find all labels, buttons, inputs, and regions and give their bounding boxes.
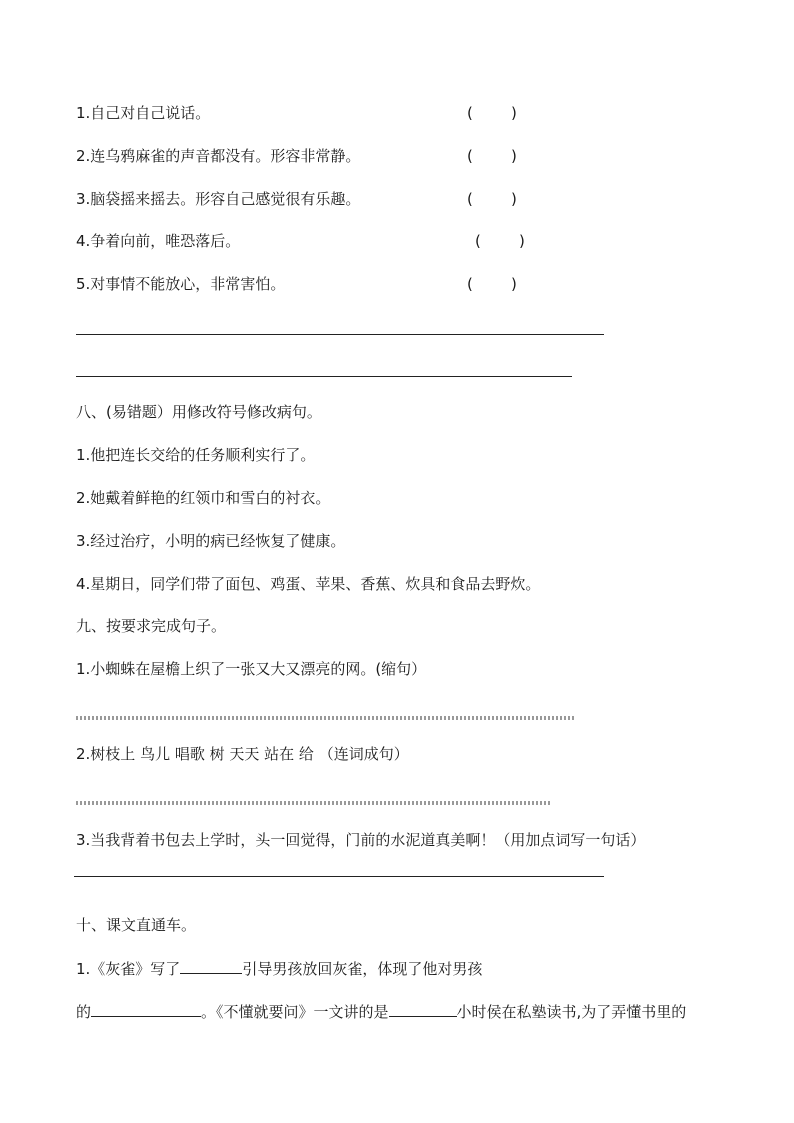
idiom-item-4: 4.争着向前，唯恐落后。 (76, 232, 241, 250)
idiom-item-5: 5.对事情不能放心，非常害怕。 (76, 275, 286, 293)
section-8-item-1: 1.他把连长交给的任务顺利实行了。 (76, 446, 316, 464)
section-10-question-1-line-2 (76, 1000, 686, 1022)
wavy-answer-line-2[interactable] (76, 801, 552, 805)
section-10-title: 十、课文直通车。 (76, 916, 197, 934)
fill-blank-1[interactable] (180, 957, 242, 974)
q1-text-part-2: 引导男孩放回灰雀，体现了他对男孩 (242, 960, 483, 978)
answer-paren-5[interactable]: ( ) (467, 275, 517, 293)
answer-paren-2[interactable]: ( ) (467, 147, 517, 165)
section-9-item-1: 1.小蜘蛛在屋檐上织了一张又大又漂亮的网。(缩句） (76, 660, 427, 678)
section-9-item-3: 3.当我背着书包去上学时，头一回觉得，门前的水泥道真美啊！（用加点词写一句话） (76, 831, 646, 849)
answer-paren-1[interactable]: ( ) (467, 104, 517, 122)
section-9-title: 九、按要求完成句子。 (76, 617, 227, 635)
wavy-answer-line-1[interactable] (76, 716, 576, 720)
section-8-item-4: 4.星期日，同学们带了面包、鸡蛋、苹果、香蕉、炊具和食品去野炊。 (76, 575, 541, 593)
answer-paren-3[interactable]: ( ) (467, 190, 517, 208)
answer-line-3[interactable] (74, 876, 604, 877)
idiom-item-2: 2.连乌鸦麻雀的声音都没有。形容非常静。 (76, 147, 361, 165)
q1-text-part-4: 。《不懂就要问》一文讲的是 (201, 1003, 389, 1021)
fill-blank-2[interactable] (91, 1000, 201, 1017)
q1-text-part-5: 小时侯在私塾读书,为了弄懂书里的 (456, 1003, 687, 1021)
idiom-item-1: 1.自己对自己说话。 (76, 104, 211, 122)
section-9-item-2: 2.树枝上 鸟儿 唱歌 树 天天 站在 给 （连词成句） (76, 745, 409, 763)
fill-blank-3[interactable] (389, 1000, 457, 1017)
idiom-item-3: 3.脑袋摇来摇去。形容自己感觉很有乐趣。 (76, 190, 361, 208)
q1-text-part-1: 1.《灰雀》写了 (76, 960, 181, 978)
section-8-item-2: 2.她戴着鲜艳的红领巾和雪白的衬衣。 (76, 489, 331, 507)
section-8-item-3: 3.经过治疗，小明的病已经恢复了健康。 (76, 532, 346, 550)
answer-line-1[interactable] (76, 334, 604, 335)
section-8-title: 八、(易错题）用修改符号修改病句。 (76, 403, 322, 421)
answer-paren-4[interactable]: ( ) (475, 232, 525, 250)
section-10-question-1-line-1 (76, 957, 482, 979)
q1-text-part-3: 的 (76, 1003, 92, 1021)
answer-line-2[interactable] (76, 376, 572, 377)
